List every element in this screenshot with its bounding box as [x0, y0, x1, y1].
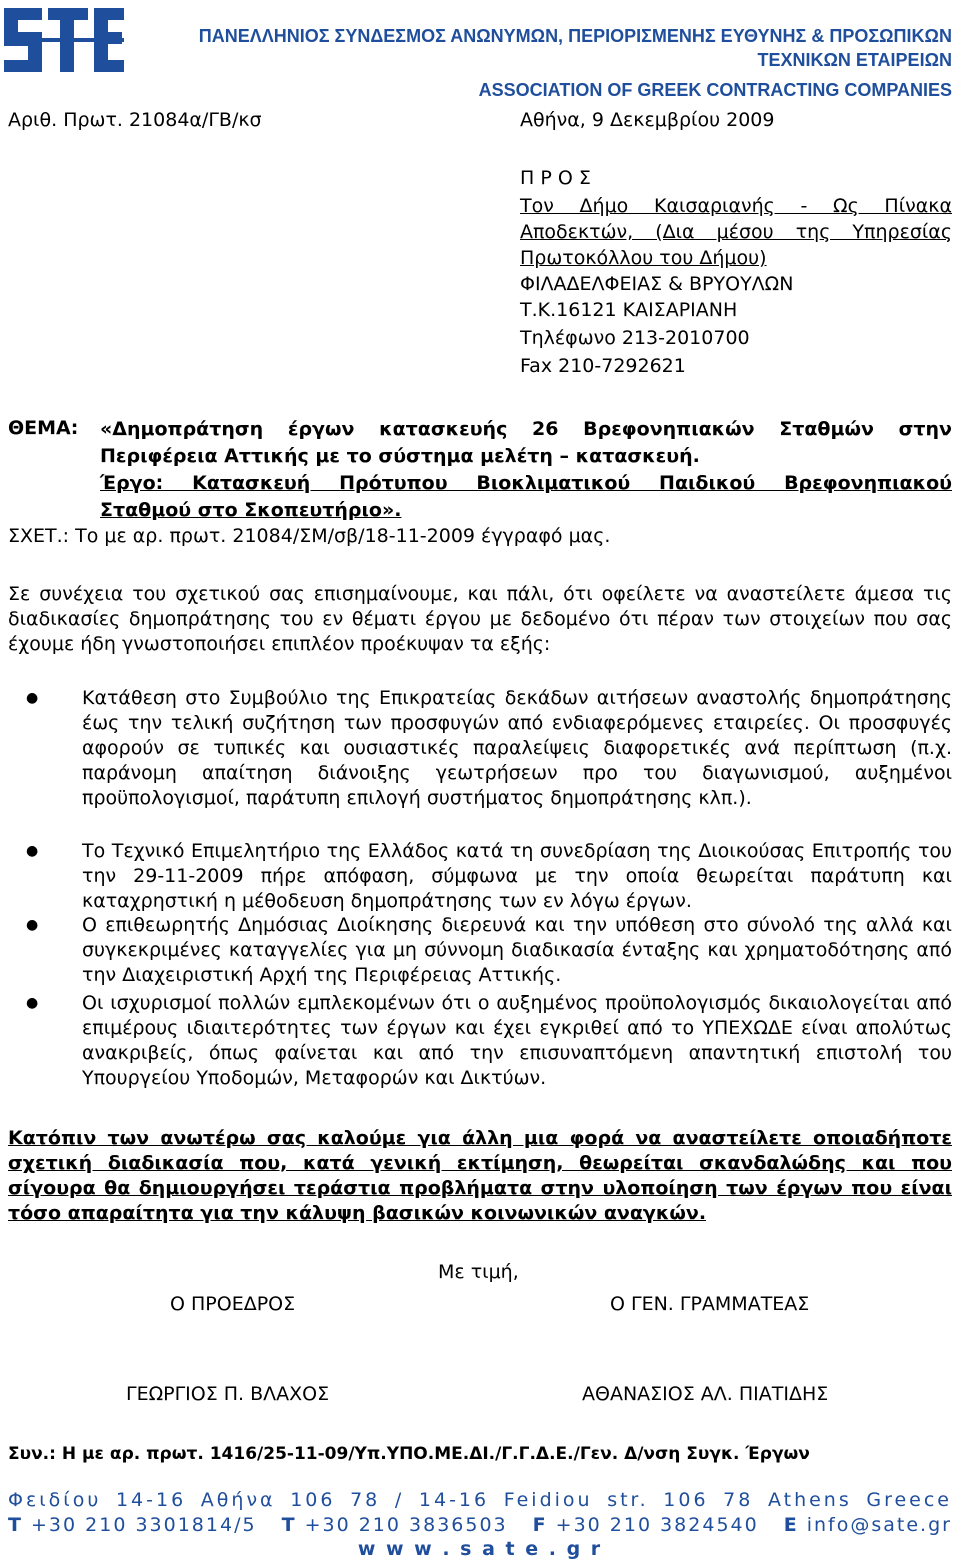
- footer-address: Φειδίου 14-16 Αθήνα 106 78 / 14-16 Feidiou str. 106 78 Athens Greece: [8, 1489, 952, 1511]
- bullet-item: Κατάθεση στο Συμβούλιο της Επικρατείας δεκάδων αιτήσεων αναστολής δημοπράτησης έως την τελική συζήτηση των προσφυγών από ενδιαφερόμενες εταιρείες. Οι προσφυγές αφορούν σε τυπικές και ουσιαστικές παραλείψεις διαφορετικές ανά περίπτωση (π.χ. παράνομη απαίτηση διάνοιξης γεωτρήσεων προ του διαγωνισμού, αυξημένοι προϋπολογισμοί, παράτυπη επιλογή συστήματος δημοπράτησης κλπ.).: [82, 687, 952, 809]
- recipient-line: Αποδεκτών, (Δια μέσου της Υπηρεσίας: [520, 221, 952, 243]
- subject-label: ΘΕΜΑ:: [8, 417, 79, 439]
- bullet-item: Το Τεχνικό Επιμελητήριο της Ελλάδος κατά τη συνεδρίαση της Διοικούσας Επιτροπής του την 29-11-2009 πήρε απόφαση, σύμφωνα με την οποία θεωρείται παράτυπη και καταχρηστική η μέθοδευση δημοπράτησης των εν λόγω έργων.: [82, 840, 952, 912]
- related-reference: ΣΧΕΤ.: Το με αρ. πρωτ. 21084/ΣΜ/σβ/18-11-2009 έγγραφό μας.: [8, 525, 611, 547]
- bullet-item: Ο επιθεωρητής Δημόσιας Διοίκησης διερευνά και την υπόθεση στο σύνολό της αλλά και συγκεκριμένες καταγγελίες για μη σύννομη διαδικασία ένταξης και χρηματοδότησης από την Διαχειριστική Αρχή της Περιφέρειας Αττικής.: [82, 914, 952, 986]
- president-name: ΓΕΩΡΓΙΟΣ Π. ΒΛΑΧΟΣ: [126, 1383, 330, 1405]
- bullet-icon: ●: [26, 917, 39, 933]
- bullet-icon: ●: [26, 843, 39, 859]
- bullet-icon: ●: [26, 690, 39, 706]
- footer-phone-1: T +30 210 3301814/5: [8, 1514, 257, 1536]
- header-line-1: ΠΑΝΕΛΛΗΝΙΟΣ ΣΥΝΔΕΣΜΟΣ ΑΝΩΝΥΜΩΝ, ΠΕΡΙΟΡΙΣΜΕΝΗΣ ΕΥΘΥΝΗΣ & ΠΡΟΣΩΠΙΚΩΝ: [198, 26, 952, 46]
- recipient-line: ΦΙΛΑΔΕΛΦΕΙΑΣ & ΒΡΥΟΥΛΩΝ: [520, 273, 794, 295]
- subject-block: [100, 416, 952, 524]
- secretary-name: ΑΘΑΝΑΣΙΟΣ ΑΛ. ΠΙΑΤΙΔΗΣ: [582, 1383, 829, 1405]
- salutation: Με τιμή,: [438, 1261, 519, 1283]
- recipient-heading: Π Ρ Ο Σ: [520, 167, 591, 189]
- recipient-line: Πρωτοκόλλου του Δήμου): [520, 247, 767, 269]
- footer-contacts: [8, 1514, 952, 1536]
- president-title: Ο ΠΡΟΕΔΡΟΣ: [170, 1293, 296, 1315]
- header-line-3: ASSOCIATION OF GREEK CONTRACTING COMPANIES: [478, 80, 952, 100]
- subject-line: Έργο: Κατασκευή Πρότυπου Βιοκλιματικού Παιδικού Βρεφονηπιακού: [100, 472, 952, 494]
- secretary-title: Ο ΓΕΝ. ΓΡΑΜΜΑΤΕΑΣ: [610, 1293, 810, 1315]
- sate-logo: [2, 2, 126, 76]
- attachment-note: Συν.: Η με αρ. πρωτ. 1416/25-11-09/Υπ.ΥΠΟ.ΜΕ.ΔΙ./Γ.Γ.Δ.Ε./Γεν. Δ/νση Συγκ. Έργων: [8, 1444, 810, 1464]
- footer-email[interactable]: E info@sate.gr: [783, 1514, 952, 1536]
- recipient-block: [520, 166, 952, 378]
- footer-fax: F +30 210 3824540: [532, 1514, 759, 1536]
- intro-paragraph: Σε συνέχεια του σχετικού σας επισημαίνουμε, και πάλι, ότι οφείλετε να αναστείλετε άμεσα τις διαδικασίες δημοπράτησης του εν θέματι έργου με δεδομένο ότι πέραν των στοιχείων που σας έχουμε ήδη γνωστοποιήσει επιπλέον προέκυψαν τα εξής:: [8, 583, 952, 655]
- subject-line: «Δημοπράτηση έργων κατασκευής 26 Βρεφονηπιακών Σταθμών στην: [100, 418, 952, 440]
- bullet-icon: ●: [26, 995, 39, 1011]
- protocol-number: Αριθ. Πρωτ. 21084α/ΓΒ/κσ: [8, 109, 262, 131]
- recipient-line: Τον Δήμο Καισαριανής - Ως Πίνακα: [520, 195, 952, 217]
- footer-phone-2: T +30 210 3836503: [281, 1514, 508, 1536]
- conclusion-paragraph: Κατόπιν των ανωτέρω σας καλούμε για άλλη μια φορά να αναστείλετε οποιαδήποτε σχετική διαδικασία που, κατά γενική εκτίμηση, θεωρείται σκανδαλώδης και που σίγουρα θα δημιουργήσει τεράστια προβλήματα στην υλοποίηση των έργων που είναι τόσο απαραίτητα για την κάλυψη βασικών κοινωνικών αναγκών.: [8, 1127, 952, 1224]
- footer-website[interactable]: w w w . s a t e . g r: [357, 1538, 603, 1560]
- recipient-fax: Fax 210-7292621: [520, 355, 686, 377]
- header-line-2: ΤΕΧΝΙΚΩΝ ΕΤΑΙΡΕΙΩΝ: [757, 50, 952, 70]
- letter-date: Αθήνα, 9 Δεκεμβρίου 2009: [520, 109, 775, 131]
- subject-line: Σταθμού στο Σκοπευτήριο».: [100, 499, 402, 521]
- subject-line: Περιφέρεια Αττικής με το σύστημα μελέτη – κατασκευή.: [100, 445, 700, 467]
- bullet-item: Οι ισχυρισμοί πολλών εμπλεκομένων ότι ο αυξημένος προϋπολογισμός δικαιολογείται από επιμέρους ιδιαιτερότητες των έργων και έχει εγκριθεί από το ΥΠΕΧΩΔΕ είναι απολύτως ανακριβείς, όπως φαίνεται και από την επισυναπτόμενη απαντητική επιστολή του Υπουργείου Υποδομών, Μεταφορών και Δικτύων.: [82, 992, 952, 1089]
- recipient-line: Τ.Κ.16121 ΚΑΙΣΑΡΙΑΝΗ: [520, 299, 738, 321]
- recipient-phone: Τηλέφωνο 213-2010700: [520, 327, 750, 349]
